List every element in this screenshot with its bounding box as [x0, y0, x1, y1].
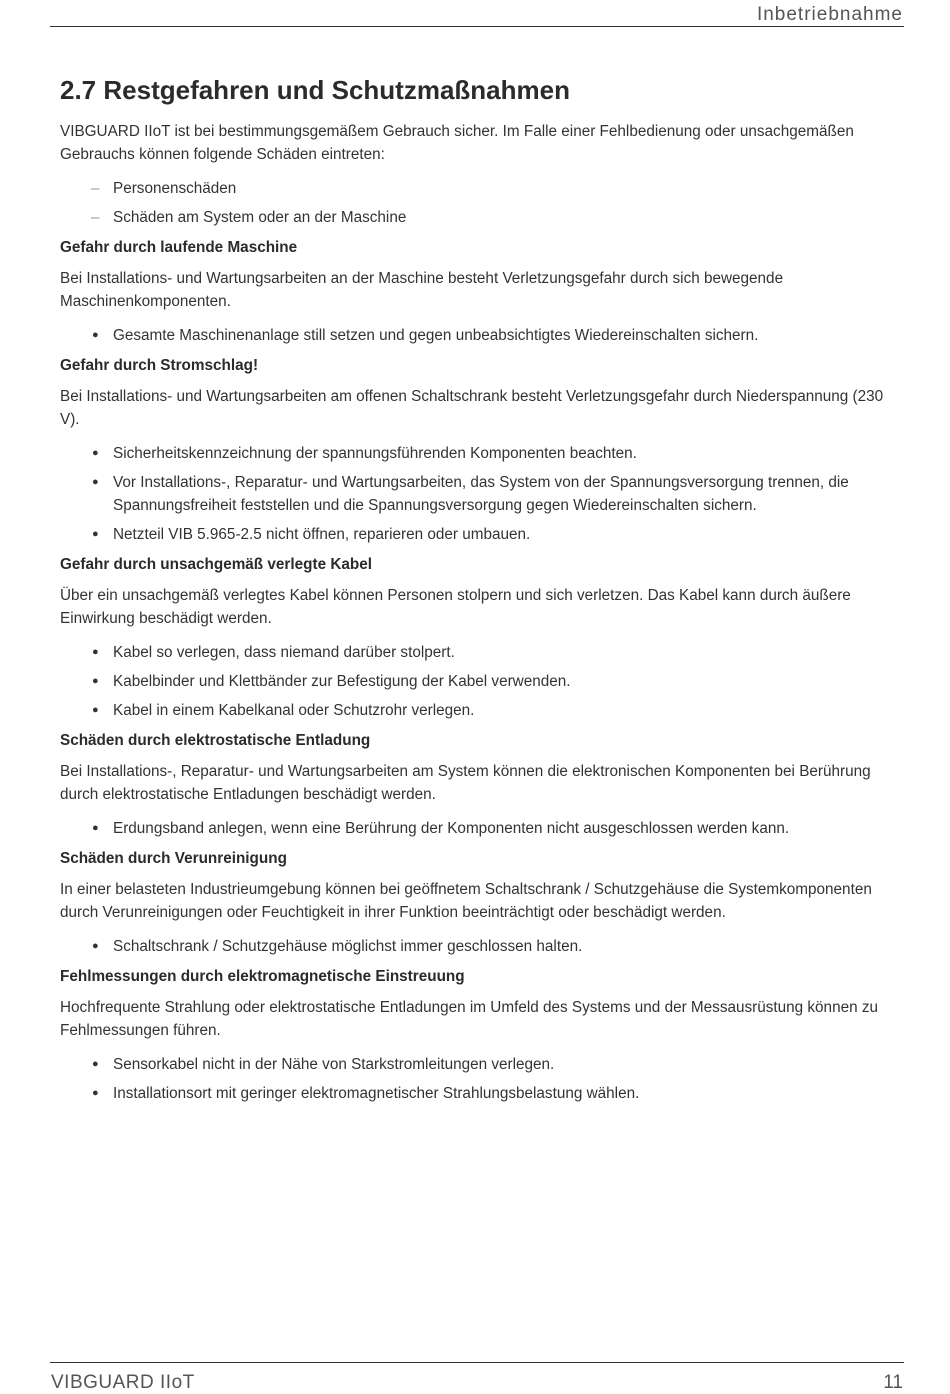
measure-list	[60, 817, 895, 840]
list-item-text: Sensorkabel nicht in der Nähe von Starkstromleitungen verlegen.	[113, 1056, 555, 1073]
hazard-section-electric-shock	[60, 354, 895, 546]
page-body	[60, 72, 895, 1112]
hazard-text: Bei Installations- und Wartungsarbeiten an der Maschine besteht Verletzungsgefahr durch sich bewegende Maschinenkomponenten.	[60, 270, 784, 310]
list-item-text: Installationsort mit geringer elektromagnetischer Strahlungsbelastung wählen.	[113, 1085, 640, 1102]
list-item-text: Schaltschrank / Schutzgehäuse möglichst immer geschlossen halten.	[113, 938, 583, 955]
list-item	[60, 670, 895, 693]
bullet-icon: ●	[92, 1087, 99, 1099]
bullet-icon: ●	[92, 704, 99, 716]
list-item-text: Vor Installations-, Reparatur- und Wartungsarbeiten, das System von der Spannungsversorgung trennen, die Spannungsfreiheit feststellen und die Spannungsversorgung gegen Wiedereinschalten sichern.	[113, 474, 849, 514]
running-header: Inbetriebnahme	[756, 4, 903, 25]
list-item	[60, 177, 895, 200]
hazard-section-running-machine	[60, 236, 895, 347]
footer-product-name: VIBGUARD IIoT	[51, 1372, 195, 1393]
list-item	[60, 206, 895, 229]
list-item	[60, 817, 895, 840]
hazard-heading: Schäden durch Verunreinigung	[60, 850, 287, 867]
bullet-icon: ●	[92, 675, 99, 687]
bullet-icon: ●	[92, 822, 99, 834]
list-item	[60, 1082, 895, 1105]
bullet-icon: ●	[92, 329, 99, 341]
list-item	[60, 523, 895, 546]
bullet-icon: ●	[92, 1058, 99, 1070]
list-item	[60, 935, 895, 958]
list-item-text: Schäden am System oder an der Maschine	[113, 209, 407, 226]
hazard-section-electrostatic	[60, 729, 895, 840]
hazard-section-contamination	[60, 847, 895, 958]
measure-list	[60, 935, 895, 958]
hazard-heading: Gefahr durch laufende Maschine	[60, 239, 298, 256]
list-item	[60, 442, 895, 465]
hazard-heading: Fehlmessungen durch elektromagnetische Einstreuung	[60, 968, 465, 985]
list-item-text: Erdungsband anlegen, wenn eine Berührung der Komponenten nicht ausgeschlossen werden kann.	[113, 820, 790, 837]
page-number: 11	[883, 1372, 903, 1393]
header-rule	[50, 26, 904, 27]
list-item	[60, 699, 895, 722]
hazard-text: Bei Installations- und Wartungsarbeiten am offenen Schaltschrank besteht Verletzungsgefahr durch Niederspannung (230 V).	[60, 388, 884, 428]
section-title: 2.7 Restgefahren und Schutzmaßnahmen	[60, 75, 570, 105]
bullet-icon: ●	[92, 447, 99, 459]
measure-list	[60, 324, 895, 347]
list-item-text: Sicherheitskennzeichnung der spannungsführenden Komponenten beachten.	[113, 445, 637, 462]
hazard-text: Hochfrequente Strahlung oder elektrostatische Entladungen im Umfeld des Systems und der Messausrüstung können zu Fehlmessungen führen.	[60, 999, 878, 1039]
dash-marker-icon: –	[91, 180, 100, 197]
bullet-icon: ●	[92, 528, 99, 540]
list-item	[60, 324, 895, 347]
hazard-heading: Schäden durch elektrostatische Entladung	[60, 732, 371, 749]
list-item	[60, 471, 895, 517]
list-item	[60, 641, 895, 664]
list-item	[60, 1053, 895, 1076]
list-item-text: Kabelbinder und Klettbänder zur Befestigung der Kabel verwenden.	[113, 673, 571, 690]
hazard-text: In einer belasteten Industrieumgebung können bei geöffnetem Schaltschrank / Schutzgehäuse die Systemkomponenten durch Verunreinigungen oder Feuchtigkeit in ihrer Funktion beeinträchtigt oder beschädigt werden.	[60, 881, 872, 921]
hazard-heading: Gefahr durch unsachgemäß verlegte Kabel	[60, 556, 372, 573]
bullet-icon: ●	[92, 476, 99, 488]
list-item-text: Netzteil VIB 5.965-2.5 nicht öffnen, reparieren oder umbauen.	[113, 526, 531, 543]
hazard-section-emi	[60, 965, 895, 1105]
list-item-text: Kabel in einem Kabelkanal oder Schutzrohr verlegen.	[113, 702, 475, 719]
measure-list	[60, 442, 895, 546]
hazard-text: Bei Installations-, Reparatur- und Wartungsarbeiten am System können die elektronischen Komponenten bei Berührung durch elektrostatische Entladungen beschädigt werden.	[60, 763, 871, 803]
measure-list	[60, 641, 895, 722]
bullet-icon: ●	[92, 940, 99, 952]
bullet-icon: ●	[92, 646, 99, 658]
hazard-section-cables	[60, 553, 895, 722]
hazard-text: Über ein unsachgemäß verlegtes Kabel können Personen stolpern und sich verletzen. Das Kabel kann durch äußere Einwirkung beschädigt werden.	[60, 587, 851, 627]
list-item-text: Kabel so verlegen, dass niemand darüber stolpert.	[113, 644, 455, 661]
list-item-text: Gesamte Maschinenanlage still setzen und gegen unbeabsichtigtes Wiedereinschalten sichern.	[113, 327, 759, 344]
list-item-text: Personenschäden	[113, 180, 237, 197]
dash-marker-icon: –	[91, 209, 100, 226]
measure-list	[60, 1053, 895, 1105]
hazard-heading: Gefahr durch Stromschlag!	[60, 357, 259, 374]
intro-paragraph: VIBGUARD IIoT ist bei bestimmungsgemäßem Gebrauch sicher. Im Falle einer Fehlbedienung oder unsachgemäßen Gebrauchs können folgende Schäden eintreten:	[60, 123, 854, 163]
footer-rule	[50, 1362, 904, 1363]
intro-list	[60, 177, 895, 229]
